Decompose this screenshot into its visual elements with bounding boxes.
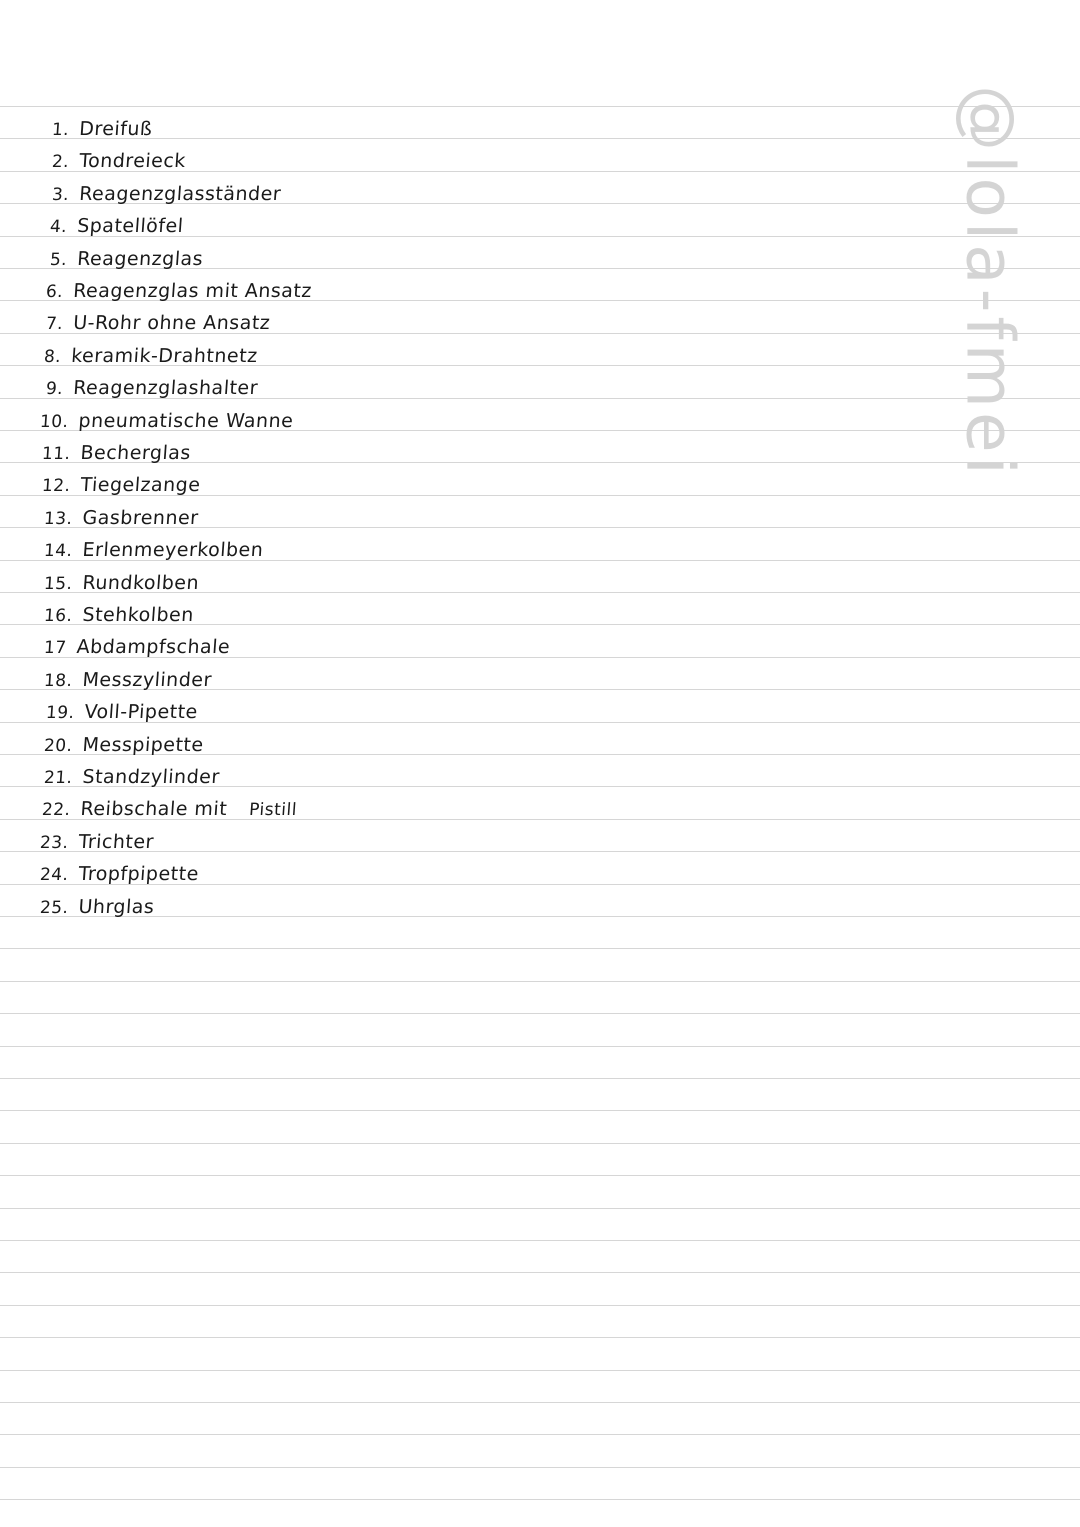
item-number: 11. bbox=[41, 444, 72, 464]
item-label: Reagenzglas mit Ansatz bbox=[72, 280, 313, 302]
ruled-line bbox=[0, 1240, 1080, 1241]
ruled-line bbox=[0, 981, 1080, 982]
list-item bbox=[45, 280, 312, 302]
item-label: Rundkolben bbox=[81, 572, 200, 594]
item-label: Dreifuß bbox=[78, 118, 154, 140]
list-item bbox=[41, 442, 191, 464]
list-item bbox=[51, 150, 186, 172]
list-item bbox=[51, 118, 153, 140]
item-label: Gasbrenner bbox=[81, 507, 200, 529]
item-label: Stehkolben bbox=[81, 604, 195, 626]
list-item bbox=[49, 215, 184, 237]
list-item bbox=[43, 604, 194, 626]
item-number: 1. bbox=[51, 120, 70, 140]
item-number: 12. bbox=[41, 476, 72, 496]
item-number: 4. bbox=[49, 217, 68, 237]
ruled-line bbox=[0, 1370, 1080, 1371]
ruled-line bbox=[0, 106, 1080, 107]
item-number: 10. bbox=[39, 412, 70, 432]
ruled-line bbox=[0, 1467, 1080, 1468]
ruled-line bbox=[0, 1208, 1080, 1209]
list-item bbox=[41, 798, 298, 820]
item-label: keramik-Drahtnetz bbox=[70, 345, 259, 367]
item-extra: Pistill bbox=[248, 800, 298, 820]
list-item bbox=[43, 766, 220, 788]
item-label: Tropfpipette bbox=[77, 863, 200, 885]
list-item bbox=[43, 345, 258, 367]
item-number: 18. bbox=[43, 671, 74, 691]
ruled-line bbox=[0, 916, 1080, 917]
item-label: pneumatische Wanne bbox=[77, 410, 295, 432]
ruled-line bbox=[0, 1434, 1080, 1435]
ruled-line bbox=[0, 1046, 1080, 1047]
item-label: Reagenzglas bbox=[76, 248, 204, 270]
item-label: U-Rohr ohne Ansatz bbox=[72, 312, 272, 334]
ruled-line bbox=[0, 948, 1080, 949]
list-item bbox=[43, 572, 200, 594]
item-number: 9. bbox=[45, 379, 64, 399]
item-number: 22. bbox=[41, 800, 72, 820]
item-label: Uhrglas bbox=[77, 896, 156, 918]
list-item bbox=[45, 377, 259, 399]
item-label: Erlenmeyerkolben bbox=[81, 539, 265, 561]
item-label: Messzylinder bbox=[81, 669, 213, 691]
list-item bbox=[45, 312, 271, 334]
ruled-line bbox=[0, 1499, 1080, 1500]
item-number: 20. bbox=[43, 736, 74, 756]
list-item bbox=[45, 701, 198, 723]
list-item bbox=[49, 248, 204, 270]
item-number: 5. bbox=[49, 250, 68, 270]
ruled-line bbox=[0, 1078, 1080, 1079]
item-number: 3. bbox=[51, 185, 70, 205]
item-number: 6. bbox=[45, 282, 64, 302]
item-label: Spatellöfel bbox=[76, 215, 185, 237]
item-number: 21. bbox=[43, 768, 74, 788]
list-item bbox=[39, 410, 294, 432]
ruled-line bbox=[0, 1013, 1080, 1014]
ruled-line bbox=[0, 1272, 1080, 1273]
ruled-line bbox=[0, 1175, 1080, 1176]
item-label: Reagenzglashalter bbox=[72, 377, 259, 399]
item-number: 24. bbox=[39, 865, 70, 885]
watermark-text: @lola-fmei bbox=[951, 85, 1029, 479]
item-number: 7. bbox=[45, 314, 64, 334]
item-label: Reibschale mit bbox=[79, 798, 228, 820]
item-number: 13. bbox=[43, 509, 74, 529]
list-item bbox=[39, 896, 155, 918]
item-number: 8. bbox=[43, 347, 62, 367]
list-item bbox=[43, 507, 199, 529]
list-item bbox=[41, 474, 201, 496]
list-item bbox=[39, 863, 199, 885]
item-number: 15. bbox=[43, 574, 74, 594]
item-number: 25. bbox=[39, 898, 70, 918]
item-number: 17 bbox=[43, 638, 68, 658]
ruled-line bbox=[0, 1110, 1080, 1111]
ruled-line bbox=[0, 851, 1080, 852]
list-item bbox=[43, 636, 231, 658]
list-item bbox=[39, 831, 154, 853]
item-number: 19. bbox=[45, 703, 76, 723]
item-number: 14. bbox=[43, 541, 74, 561]
list-item bbox=[43, 669, 212, 691]
ruled-line bbox=[0, 1305, 1080, 1306]
watermark bbox=[945, 62, 1035, 502]
list-item bbox=[43, 734, 204, 756]
item-label: Becherglas bbox=[79, 442, 192, 464]
item-label: Messpipette bbox=[81, 734, 205, 756]
item-number: 23. bbox=[39, 833, 70, 853]
ruled-line bbox=[0, 1337, 1080, 1338]
item-label: Abdampfschale bbox=[75, 636, 231, 658]
item-label: Trichter bbox=[77, 831, 155, 853]
item-label: Voll-Pipette bbox=[83, 701, 199, 723]
ruled-line bbox=[0, 138, 1080, 139]
item-number: 2. bbox=[51, 152, 70, 172]
list-item bbox=[43, 539, 264, 561]
item-number: 16. bbox=[43, 606, 74, 626]
ruled-line bbox=[0, 1143, 1080, 1144]
item-label: Standzylinder bbox=[81, 766, 221, 788]
list-item bbox=[51, 183, 282, 205]
ruled-line bbox=[0, 1402, 1080, 1403]
item-label: Tondreieck bbox=[78, 150, 187, 172]
item-label: Tiegelzange bbox=[79, 474, 202, 496]
item-label: Reagenzglasständer bbox=[78, 183, 282, 205]
